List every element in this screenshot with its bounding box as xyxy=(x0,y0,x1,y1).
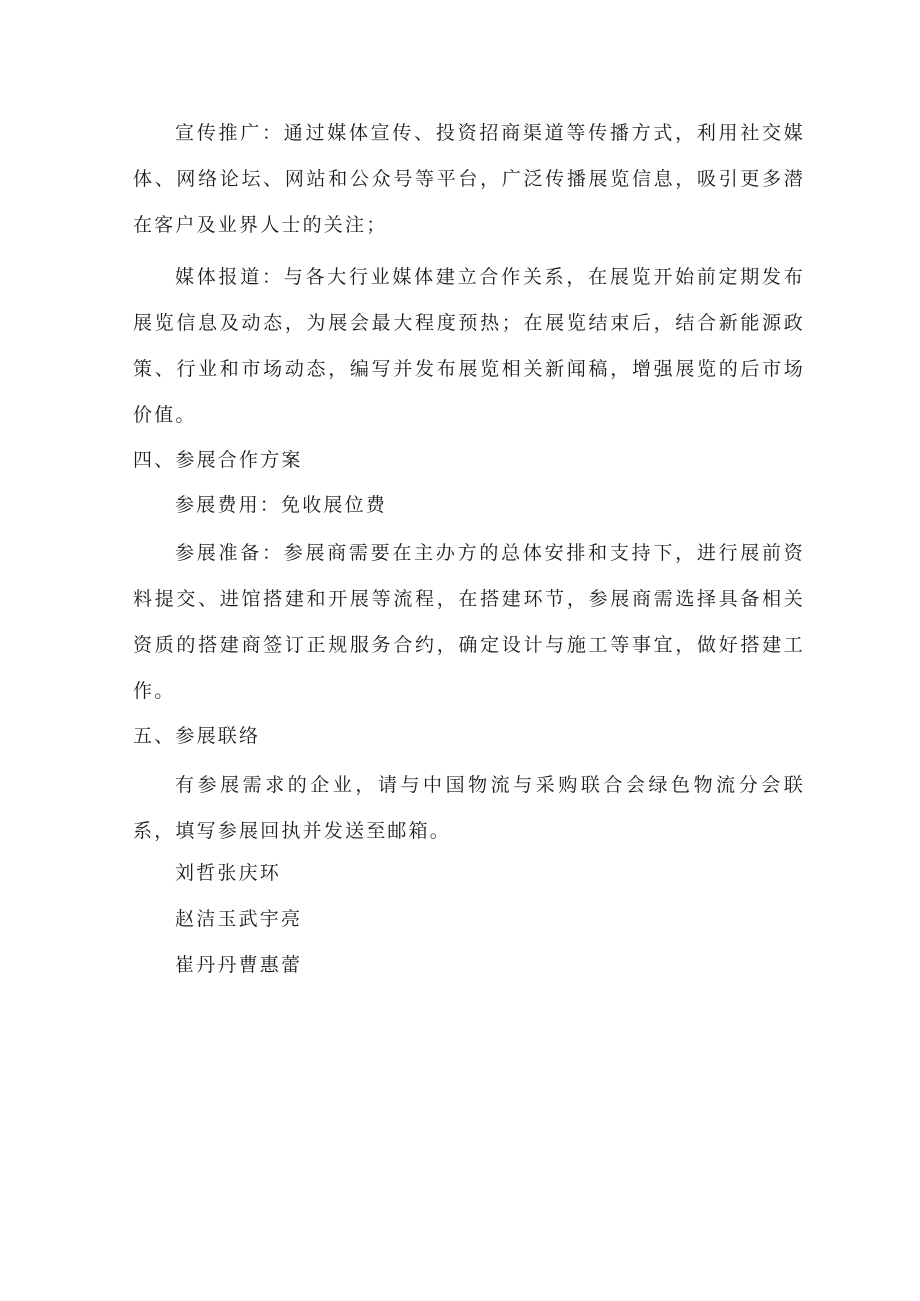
paragraph-promotion: 宣传推广：通过媒体宣传、投资招商渠道等传播方式，利用社交媒体、网络论坛、网站和公众号等平台，广泛传播展览信息，吸引更多潜在客户及业界人士的关注； xyxy=(133,122,805,236)
paragraph-media-report: 媒体报道：与各大行业媒体建立合作关系，在展览开始前定期发布展览信息及动态，为展会最大程度预热；在展览结束后，结合新能源政策、行业和市场动态，编写并发布展览相关新闻稿，增强展览的后市场价值。 xyxy=(133,266,805,426)
section-heading-cooperation: 四、参展合作方案 xyxy=(133,449,303,471)
paragraph-preparation: 参展准备：参展商需要在主办方的总体安排和支持下，进行展前资料提交、进馆搭建和开展等流程，在搭建环节，参展商需选择具备相关资质的搭建商签订正规服务合约，确定设计与施工等事宜，做好搭建工作。 xyxy=(133,542,805,702)
paragraph-contact: 有参展需求的企业，请与中国物流与采购联合会绿色物流分会联系，填写参展回执并发送至邮箱。 xyxy=(133,774,805,842)
document-body xyxy=(133,110,805,994)
paragraph-fee: 参展费用：免收展位费 xyxy=(175,494,388,516)
contact-names-3: 崔丹丹曹惠蕾 xyxy=(175,954,303,976)
contact-names-2: 赵洁玉武宇亮 xyxy=(175,908,303,930)
section-heading-contact: 五、参展联络 xyxy=(133,725,261,747)
contact-names-1: 刘哲张庆环 xyxy=(175,862,282,884)
